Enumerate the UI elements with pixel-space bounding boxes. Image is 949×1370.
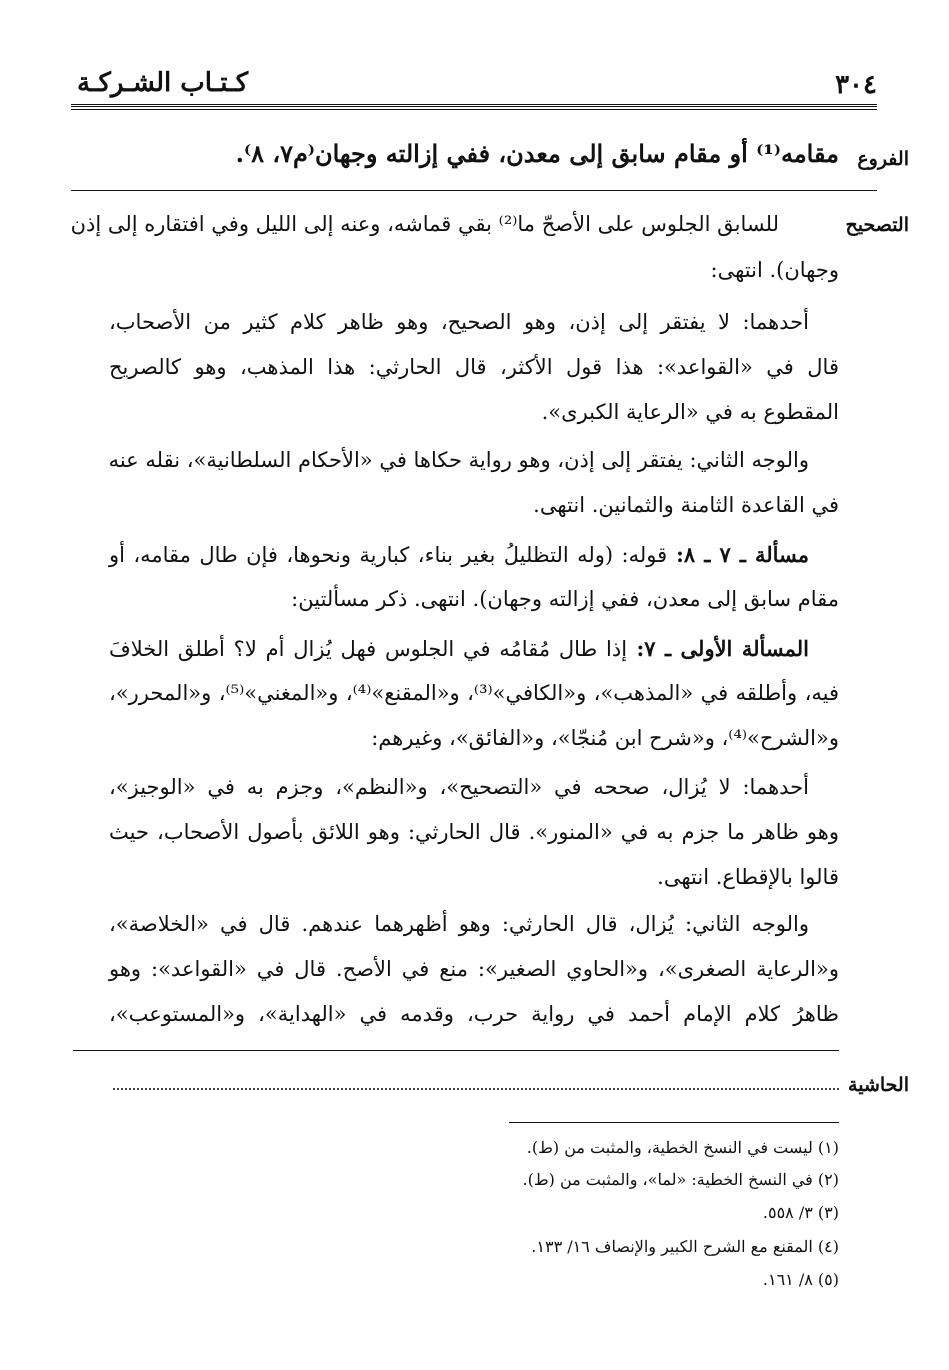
footnote: (٣) ٣/ ٥٥٨. (762, 1203, 839, 1222)
body-line: وهو ظاهر ما جزم به في «المنور». قال الحارثي: وهو اللائق بأصول الأصحاب، حيث (109, 820, 839, 844)
body-line: والوجه الثاني: يفتقر إلى إذن، وهو رواية حكاها في «الأحكام السلطانية»، نقله عنه (108, 448, 809, 472)
footnote-rule (509, 1122, 839, 1123)
footnote: (١) ليست في النسخ الخطية، والمثبت من (ط). (526, 1138, 839, 1157)
body-line: و«الشرح»⁽⁴⁾، و«شرح ابن مُنجّا»، و«الفائق»، وغيرهم: (371, 726, 839, 750)
body-line: قالوا بالإقطاع. انتهى. (657, 865, 839, 889)
body-line: ظاهرُ كلام الإمام أحمد في رواية حرب، وقدمه في «الهداية»، و«المستوعب»، (109, 1002, 839, 1026)
page-header (77, 60, 877, 110)
page-number: ٣٠٤ (835, 70, 877, 100)
body-line: والوجه الثاني: يُزال، قال الحارثي: وهو أظهرهما عندهم. قال في «الخلاصة»، (109, 912, 809, 936)
body-line: قال في «القواعد»: هذا قول الأكثر، قال الحارثي: هذا المذهب، وهو كالصريح (109, 355, 839, 379)
body-line-masala-ula (109, 636, 809, 662)
section-divider (71, 190, 877, 191)
hashiya-dotted-line (113, 1088, 839, 1090)
side-label-tashih: التصحيح (845, 214, 909, 236)
body-line: أحدهما: لا يفتقر إلى إذن، وهو الصحيح، وهو ظاهر كلام كثير من الأصحاب، (109, 310, 809, 334)
body-line: فيه، وأطلقه في «المذهب»، و«الكافي»⁽³⁾، و«المقنع»⁽⁴⁾، و«المغني»⁽⁵⁾، و«المحرر»، (109, 681, 839, 705)
header-rule (71, 104, 877, 110)
masala-heading: مسألة ـ ٧ ـ ٨: (667, 542, 809, 567)
footnote: (٤) المقنع مع الشرح الكبير والإنصاف ١٦/ ١٣٣. (531, 1237, 839, 1256)
masala-text: قوله: (وله التظليلُ بغير بناء، كبارية ونحوها، فإن طال مقامه، أو (109, 543, 668, 567)
body-line: للسابق الجلوس على الأصحّ ما⁽²⁾ بقي قماشه، وعنه إلى الليل وفي افتقاره إلى إذن (70, 212, 779, 236)
body-line: في القاعدة الثامنة والثمانين. انتهى. (533, 493, 839, 517)
body-line: وجهان). انتهى: (710, 258, 839, 282)
body-line: أحدهما: لا يُزال، صححه في «التصحيح»، و«النظم»، وجزم به في «الوجيز»، (109, 775, 809, 799)
side-label-hashiya: الحاشية (848, 1074, 909, 1096)
text-end-rule (73, 1050, 839, 1051)
footnote: (٥) ٨/ ١٦١. (762, 1270, 839, 1289)
side-label-furu: الفروع (857, 148, 909, 170)
body-line-masala (109, 542, 809, 568)
body-line: مقام سابق إلى معدن، ففي إزالته وجهان). انتهى. ذكر مسألتين: (291, 587, 839, 611)
book-title: كـتـاب الشـركـة (77, 68, 249, 98)
body-line: المقطوع به في «الرعاية الكبرى». (541, 400, 839, 424)
main-text-line: مقامه⁽¹⁾ أو مقام سابق إلى معدن، ففي إزالته وجهان⁽م٧، ٨⁾. (235, 139, 839, 168)
footnote: (٢) في النسخ الخطية: «لما»، والمثبت من (ط). (522, 1170, 839, 1189)
body-line: و«الرعاية الصغرى»، و«الحاوي الصغير»: منع في الأصح. قال في «القواعد»: وهو (109, 957, 839, 981)
masala-ula-text: إذا طال مُقامُه في الجلوس فهل يُزال أم لا؟ أطلق الخلافَ (109, 637, 628, 661)
masala-ula-heading: المسألة الأولى ـ ٧: (627, 636, 809, 661)
